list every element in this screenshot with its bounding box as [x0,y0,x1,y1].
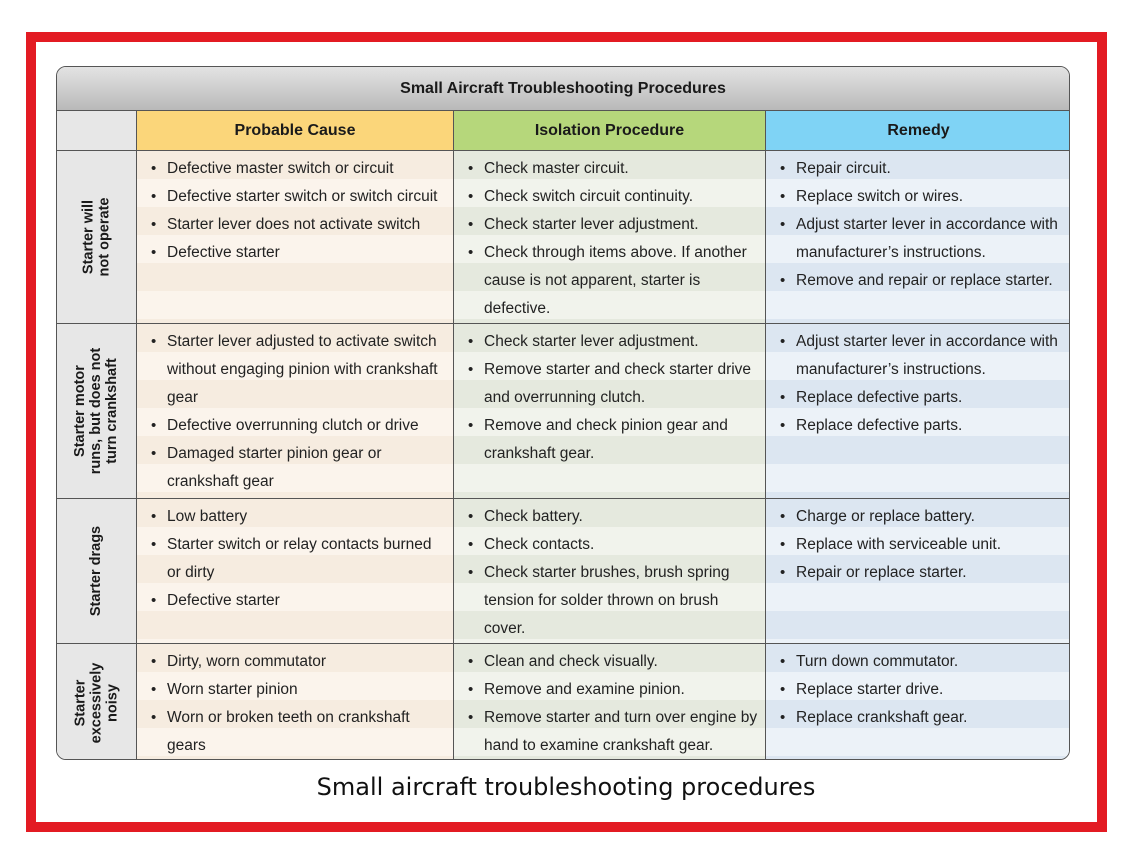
row-label-line: Starter drags [88,525,105,617]
row-label-starter-drags [57,499,136,644]
header-probable-cause: Probable Cause [136,111,453,151]
list-item: • Charge or replace battery. [778,503,1065,531]
isolation-cell [453,644,765,760]
row-label-line: Starter will [80,199,97,275]
list-item: • Starter lever adjusted to activate switch without engaging pinion with crankshaft gear [149,328,447,412]
row-label-line: Starter [72,679,89,726]
list-item: • Repair circuit. [778,155,1065,183]
list-item: • Check contacts. [466,531,759,559]
list-item: • Replace starter drive. [778,676,1065,704]
remedy-cell [765,151,1070,324]
list-item: • Turn down commutator. [778,648,1065,676]
list-item: • Check starter lever adjustment. [466,328,759,356]
list-item: • Replace with serviceable unit. [778,531,1065,559]
row-label-line: turn crankshaft [104,358,121,464]
list-item: • Replace crankshaft gear. [778,704,1065,732]
list-item: • Adjust starter lever in accordance with manufacturer’s instructions. [778,211,1065,267]
list-item: • Check switch circuit continuity. [466,183,759,211]
list-item: • Remove and examine pinion. [466,676,759,704]
list-item: • Check battery. [466,503,759,531]
list-item: • Damaged starter pinion gear or crankshaft gear [149,440,447,496]
cause-cell [136,499,453,644]
list-item: • Check through items above. If another cause is not apparent, starter is defective. [466,239,759,323]
list-item: • Adjust starter lever in accordance with manufacturer’s instructions. [778,328,1065,384]
list-item: • Check starter brushes, brush spring tension for solder thrown on brush cover. [466,559,759,643]
list-item: • Replace switch or wires. [778,183,1065,211]
list-item: • Remove starter and check starter drive and overrunning clutch. [466,356,759,412]
cause-cell [136,324,453,499]
list-item: • Dirty, worn commutator [149,648,447,676]
cause-cell [136,644,453,760]
list-item: • Repair or replace starter. [778,559,1065,587]
remedy-cell [765,499,1070,644]
list-item: • Remove and check pinion gear and crankshaft gear. [466,412,759,468]
row-label-line: noisy [104,683,121,722]
remedy-cell [765,644,1070,760]
row-label-starter-motor-runs [57,324,136,499]
list-item: • Check master circuit. [466,155,759,183]
list-item: • Defective overrunning clutch or drive [149,412,447,440]
list-item: • Defective master switch or circuit [149,155,447,183]
list-item: • Worn starter pinion [149,676,447,704]
row-label-line: not operate [96,197,113,277]
list-item: • Remove and repair or replace starter. [778,267,1065,295]
list-item: • Worn or broken teeth on crankshaft gears [149,704,447,760]
header-isolation-procedure: Isolation Procedure [453,111,765,151]
header-remedy: Remedy [765,111,1070,151]
remedy-cell [765,324,1070,499]
cause-cell [136,151,453,324]
list-item: • Replace defective parts. [778,384,1065,412]
table-title: Small Aircraft Troubleshooting Procedures [57,67,1069,111]
row-label-starter-excessively-noisy [57,644,136,760]
list-item: • Starter switch or relay contacts burned or dirty [149,531,447,587]
isolation-cell [453,499,765,644]
list-item: • Clean and check visually. [466,648,759,676]
list-item: • Remove starter and turn over engine by hand to examine crankshaft gear. [466,704,759,760]
header-corner [57,111,136,151]
row-label-line: excessively [88,662,105,743]
row-label-line: runs, but does not [88,347,105,475]
isolation-cell [453,151,765,324]
figure-caption: Small aircraft troubleshooting procedures [316,773,816,801]
isolation-cell [453,324,765,499]
list-item: • Defective starter [149,587,447,615]
list-item: • Defective starter [149,239,447,267]
list-item: • Starter lever does not activate switch [149,211,447,239]
row-label-line: Starter motor [72,365,89,457]
list-item: • Low battery [149,503,447,531]
list-item: • Replace defective parts. [778,412,1065,440]
troubleshooting-table [56,66,1070,760]
row-label-starter-will-not-operate [57,151,136,324]
list-item: • Check starter lever adjustment. [466,211,759,239]
list-item: • Defective starter switch or switch circuit [149,183,447,211]
